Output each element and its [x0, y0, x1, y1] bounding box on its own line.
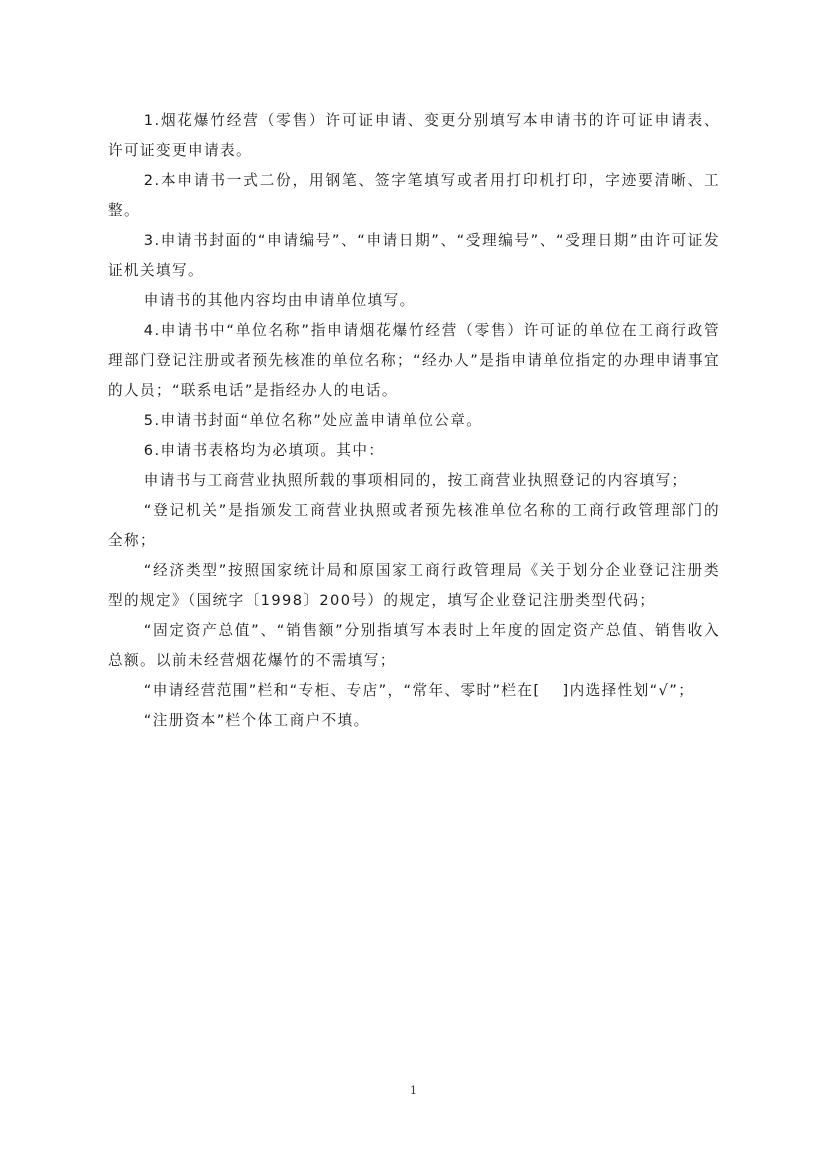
instruction-subitem-business-scope: “申请经营范围”栏和“专柜、专店”，“常年、零时”栏在[ ]内选择性划“√”； [143, 682, 695, 699]
instructions-body [108, 106, 720, 736]
instruction-paragraph-3: 3.申请书封面的“申请编号”、“申请日期”、“受理编号”、“受理日期”由许可证发证机关填写。 [108, 232, 720, 279]
instruction-subitem-fixed-assets: “固定资产总值”、“销售额”分别指填写本表时上年度的固定资产总值、销售收入总额。以前未经营烟花爆竹的不需填写； [108, 622, 720, 669]
instruction-subitem-registered-capital: “注册资本”栏个体工商户不填。 [143, 712, 370, 729]
instruction-subitem-business-license: 申请书与工商营业执照所载的事项相同的，按工商营业执照登记的内容填写； [143, 472, 688, 489]
page-number: 1 [410, 1084, 417, 1097]
instruction-subitem-registration-authority: “登记机关”是指颁发工商营业执照或者预先核准单位名称的工商行政管理部门的全称； [108, 502, 720, 549]
instruction-paragraph-5: 5.申请书封面“单位名称”处应盖申请单位公章。 [143, 412, 483, 429]
instruction-subitem-economic-type: “经济类型”按照国家统计局和原国家工商行政管理局《关于划分企业登记注册类型的规定》（国统字〔1998〕200号）的规定，填写企业登记注册类型代码； [108, 562, 720, 609]
instruction-paragraph-6: 6.申请书表格均为必填项。其中： [143, 442, 385, 459]
instruction-paragraph-2: 2.本申请书一式二份，用钢笔、签字笔填写或者用打印机打印，字迹要清晰、工整。 [108, 172, 720, 219]
instruction-paragraph-4: 4.申请书中“单位名称”指申请烟花爆竹经营（零售）许可证的单位在工商行政管理部门登记注册或者预先核准的单位名称；“经办人”是指申请单位指定的办理申请事宜的人员；“联系电话”是指经办人的电话。 [108, 322, 720, 399]
instruction-paragraph-3-note: 申请书的其他内容均由申请单位填写。 [143, 292, 416, 309]
instruction-paragraph-1: 1.烟花爆竹经营（零售）许可证申请、变更分别填写本申请书的许可证申请表、许可证变更申请表。 [108, 112, 720, 159]
